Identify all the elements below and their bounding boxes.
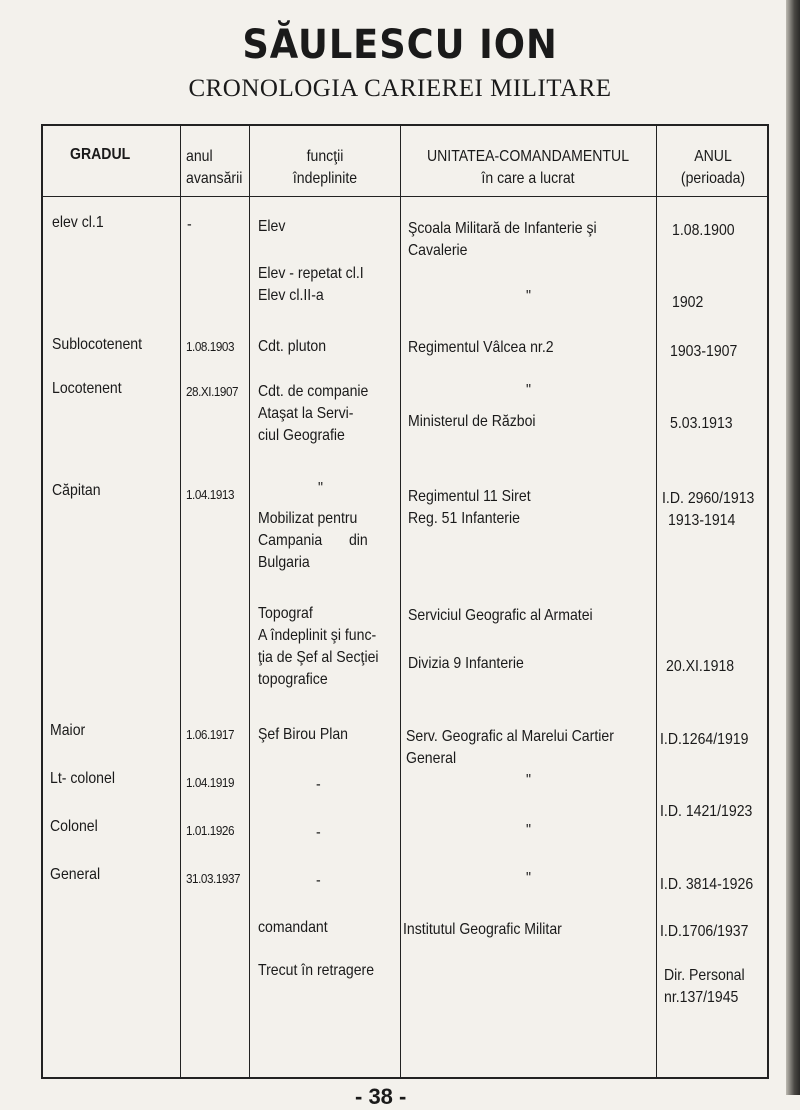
cell-grad: Sublocotenent (52, 336, 143, 353)
cell-unitate: Şcoala Militară de Infanterie şi (408, 220, 597, 237)
header-functii-2: îndeplinite (292, 170, 358, 187)
cell-unitate-ditto: " (526, 772, 532, 789)
cell-unitate: Serviciul Geografic al Armatei (408, 607, 593, 624)
cell-functie: - (316, 776, 321, 793)
cell-anul: 20.XI.1918 (666, 658, 735, 675)
cell-anul: 5.03.1913 (670, 415, 733, 432)
cell-functie: Elev - repetat cl.I (258, 265, 364, 282)
cell-unitate: Divizia 9 Infanterie (408, 655, 524, 672)
cell-functie: Ataşat la Servi- (258, 405, 354, 422)
header-anul-1: ANUL (694, 148, 732, 165)
cell-anul: 1.08.1900 (672, 222, 735, 239)
page-number: - 38 - (355, 1084, 407, 1109)
cell-functie: Campania din (258, 532, 368, 549)
cell-grad: Lt- colonel (50, 770, 115, 787)
cell-functie: Mobilizat pentru (258, 510, 358, 527)
header-anul-2: (perioada) (680, 170, 746, 187)
cell-anul: I.D.1264/1919 (660, 731, 749, 748)
cell-functie: Trecut în retragere (258, 962, 375, 979)
cell-functie: ciul Geografie (258, 427, 345, 444)
cell-unitate: Cavalerie (408, 242, 468, 259)
column-divider (656, 124, 657, 1079)
header-unitatea-1: UNITATEA-COMANDAMENTUL (426, 148, 630, 165)
cell-anul: Dir. Personal (664, 967, 745, 984)
cell-functie: ţia de Şef al Secţiei (258, 649, 379, 666)
cell-avans: 1.04.1919 (186, 775, 235, 790)
cell-functie: Topograf (258, 605, 313, 622)
cell-unitate: Serv. Geografic al Marelui Cartier (406, 728, 614, 745)
column-divider (249, 124, 250, 1079)
cell-functie: Elev (258, 218, 286, 235)
cell-avans: 31.03.1937 (186, 871, 241, 886)
cell-anul: 1903-1907 (670, 343, 738, 360)
cell-unitate: Regimentul Vâlcea nr.2 (408, 339, 554, 356)
cell-unitate: Institutul Geografic Militar (403, 921, 562, 938)
header-anul-avansarii-2: avansării (186, 170, 243, 187)
cell-functie: comandant (258, 919, 328, 936)
cell-avans: - (187, 216, 192, 233)
header-gradul: GRADUL (70, 146, 131, 163)
cell-functie: Şef Birou Plan (258, 726, 349, 743)
cell-anul: 1913-1914 (668, 512, 736, 529)
cell-grad: General (50, 866, 101, 883)
cell-avans: 1.04.1913 (186, 487, 235, 502)
cell-anul: nr.137/1945 (664, 989, 739, 1006)
cell-avans: 1.08.1903 (186, 339, 235, 354)
header-unitatea-2: în care a lucrat (481, 170, 575, 187)
header-functii-1: funcţii (306, 148, 344, 165)
cell-grad: elev cl.1 (52, 214, 104, 231)
cell-grad: Maior (50, 722, 86, 739)
page-subtitle: CRONOLOGIA CARIEREI MILITARE (188, 75, 612, 102)
cell-unitate-ditto: " (526, 288, 532, 305)
column-divider (180, 124, 181, 1079)
cell-functie: topografice (258, 671, 328, 688)
cell-functie: Cdt. pluton (258, 338, 327, 355)
cell-unitate-ditto: " (526, 870, 532, 887)
cell-functie: A îndeplinit şi func- (258, 627, 377, 644)
cell-unitate-ditto: " (526, 382, 532, 399)
cell-anul: I.D.1706/1937 (660, 923, 749, 940)
cell-grad: Locotenent (52, 380, 122, 397)
cell-functie: Elev cl.II-a (258, 287, 324, 304)
cell-functie: Bulgaria (258, 554, 310, 571)
cell-unitate: Regimentul 11 Siret (408, 488, 531, 505)
cell-anul: I.D. 3814-1926 (660, 876, 754, 893)
cell-unitate: Reg. 51 Infanterie (408, 510, 520, 527)
cell-functie-ditto: " (318, 480, 324, 497)
cell-avans: 1.06.1917 (186, 727, 235, 742)
header-anul-avansarii-1: anul (186, 148, 213, 165)
cell-unitate: General (406, 750, 457, 767)
column-divider (400, 124, 401, 1079)
cell-grad: Colonel (50, 818, 98, 835)
cell-functie: Cdt. de companie (258, 383, 369, 400)
cell-avans: 1.01.1926 (186, 823, 235, 838)
cell-anul: I.D. 2960/1913 (662, 490, 755, 507)
cell-unitate: Ministerul de Război (408, 413, 536, 430)
cell-avans: 28.XI.1907 (186, 384, 239, 399)
cell-functie: - (316, 872, 321, 889)
cell-grad: Căpitan (52, 482, 101, 499)
cell-unitate-ditto: " (526, 822, 532, 839)
cell-functie: - (316, 824, 321, 841)
page-edge-shadow (786, 0, 800, 1095)
header-divider (41, 196, 769, 197)
cell-anul: I.D. 1421/1923 (660, 803, 753, 820)
cell-anul: 1902 (672, 294, 704, 311)
page-title: SĂULESCU ION (242, 22, 558, 68)
